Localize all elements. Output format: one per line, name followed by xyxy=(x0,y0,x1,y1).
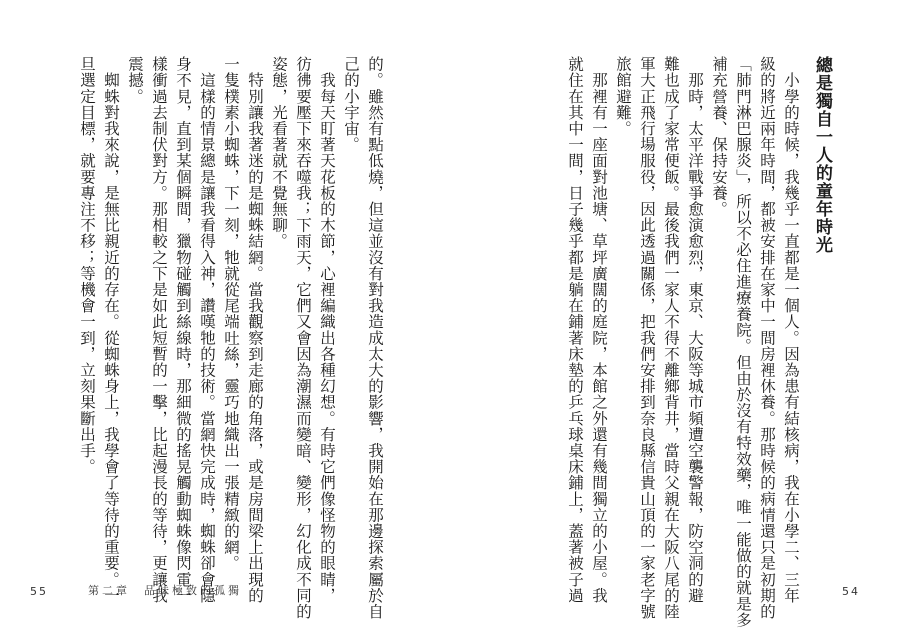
page-number-right: 54 xyxy=(842,585,860,598)
text-column: 旅館避難。 xyxy=(614,56,632,137)
text-column: 一隻樸素小蜘蛛，下一刻，牠就從尾端吐絲，靈巧地織出一張精緻的網。 xyxy=(222,56,240,572)
text-column: 震撼。 xyxy=(126,56,144,105)
running-chapter-title: 第二章 品味極致的孤獨 xyxy=(88,584,242,597)
text-column: 就住在其中一間，日子幾乎都是躺在鋪著床墊的乒乓球桌床鋪上，蓋著被子過 xyxy=(566,56,584,604)
text-column: 特別讓我著迷的是蜘蛛結網。當我觀察到走廊的角落，或是房間梁上出現的 xyxy=(246,56,264,604)
text-column: 我每天盯著天花板的木節，心裡編織出各種幻想。有時它們像怪物的眼睛， xyxy=(318,56,336,604)
text-column: 那時，太平洋戰爭愈演愈烈，東京、大阪等城市頻遭空襲警報，防空洞的避 xyxy=(686,56,704,604)
page-number-left: 55 xyxy=(30,585,48,598)
text-column: 級的將近兩年時間，都被安排在家中一間房裡休養。那時候的病情還只是初期的 xyxy=(758,56,776,620)
section-heading: 總是獨自一人的童年時光 xyxy=(812,56,832,254)
text-column: 小學的時候，我幾乎一直都是一個人。因為患有結核病，我在小學二、三年 xyxy=(782,56,800,604)
text-column: 的。雖然有點低燒，但這並沒有對我造成太大的影響，我開始在那邊探索屬於自 xyxy=(366,56,384,620)
text-column: 姿態，光看著就不覺無聊。 xyxy=(270,56,288,250)
text-column: 樣衝過去制伏對方。那相較之下是如此短暫的一擊，比起漫長的等待，更讓我 xyxy=(150,56,168,604)
text-column: 那裡有一座面對池塘、草坪廣闊的庭院，本館之外還有幾間獨立的小屋。我 xyxy=(590,56,608,604)
text-column: 補充營養、保持安養。 xyxy=(710,56,728,217)
text-column: 軍大正飛行場服役，因此透過關係，把我們安排到奈良縣信貴山頂的一家老字號 xyxy=(638,56,656,620)
text-column: 「肺門淋巴腺炎」，所以不必住進療養院。但由於沒有特效藥，唯一能做的就是多 xyxy=(734,56,752,628)
text-column: 身不見，直到某個瞬間，獵物碰觸到絲線時，那細微的搖晃觸動蜘蛛像閃電一 xyxy=(174,56,192,604)
text-column: 這樣的情景總是讓我看得入神，讚嘆牠的技術。當網快完成時，蜘蛛卻會隱 xyxy=(198,56,216,604)
text-column: 彷彿要壓下來吞噬我；下雨天，它們又會因為潮濕而變暗、變形，幻化成不同的 xyxy=(294,56,312,620)
text-column: 難也成了家常便飯。最後我們一家人不得不離鄉背井，當時父親在大阪八尾的陸 xyxy=(662,56,680,620)
text-column: 己的小宇宙。 xyxy=(342,56,360,153)
text-column: 蜘蛛對我來說，是無比親近的存在。從蜘蛛身上，我學會了等待的重要。一 xyxy=(102,56,120,604)
text-column: 旦選定目標，就要專注不移；等機會一到，立刻果斷出手。 xyxy=(78,56,96,475)
